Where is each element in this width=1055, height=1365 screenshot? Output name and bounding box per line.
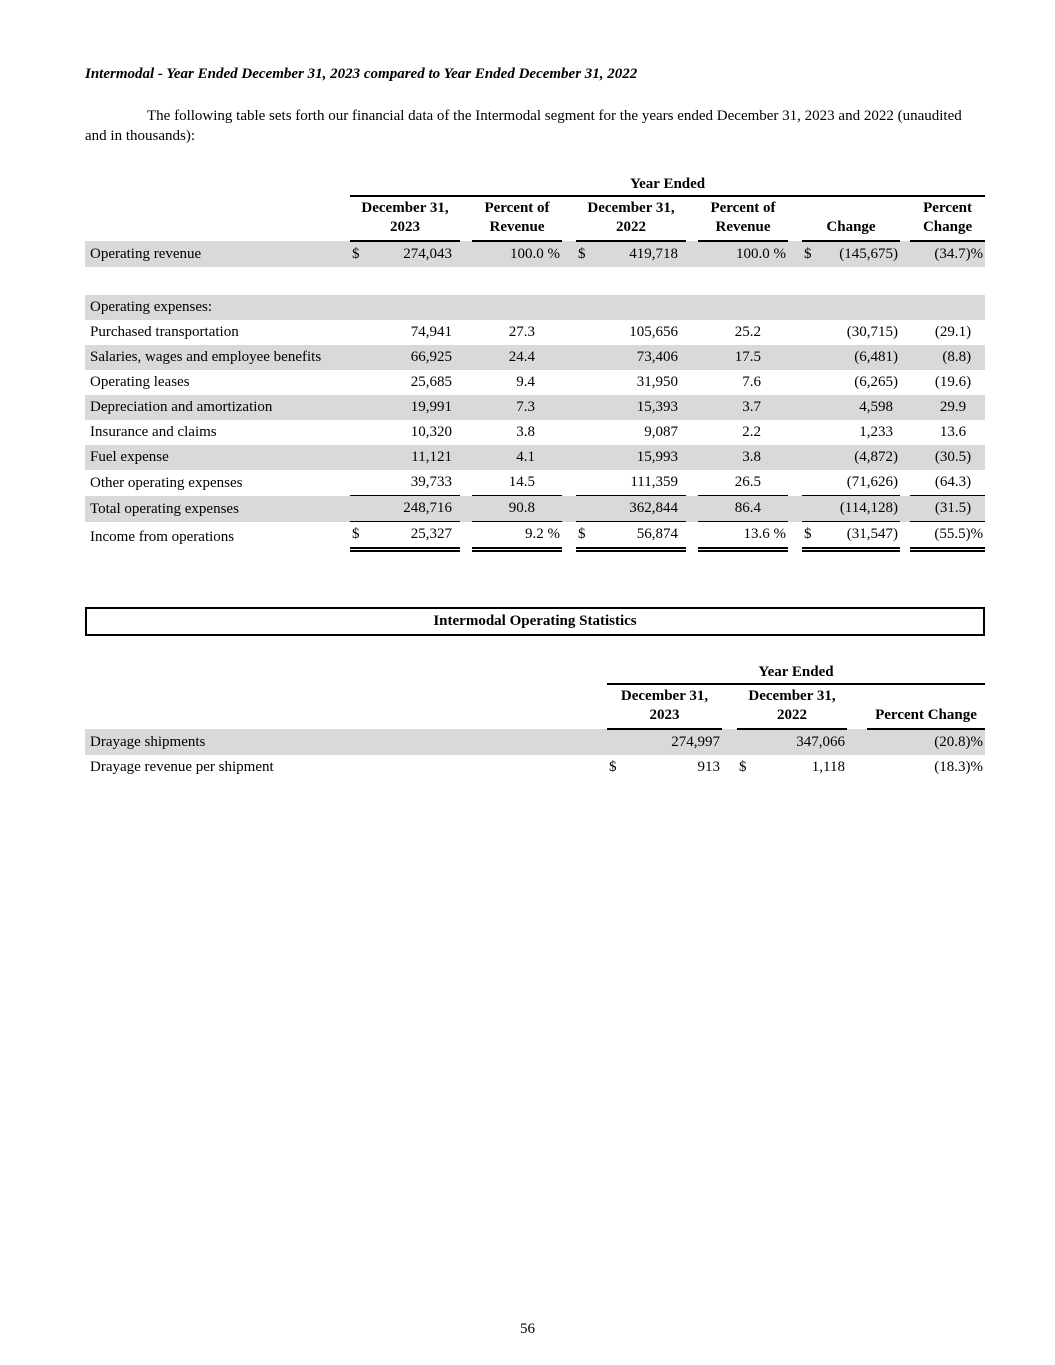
amount-2022: 111,359 [598,470,686,496]
row-label: Income from operations [90,528,235,545]
pct-revenue-2023: 3.8 [516,424,535,440]
pct-revenue-2022: 3.7 [698,395,788,420]
pct-revenue-2022: 25.2 [734,324,761,340]
currency-symbol: $ [802,241,824,267]
amount-2022: 15,993 [598,445,686,470]
row-label: Purchased transportation [90,324,239,340]
stats-box-title: Intermodal Operating Statistics [85,607,985,636]
table-column-header-row [85,684,985,729]
pct-revenue-2022: 3.8 [698,445,788,470]
row-label: Other operating expenses [90,474,243,491]
pct-revenue-2022: 86.4 [698,496,788,522]
pct-revenue-2022: 17.5 [698,345,788,370]
intro-paragraph: The following table sets forth our financial data of the Intermodal segment for the years ended December 31, 2023 and 2022 (unaudited and in thousands): [85,108,962,144]
pct-revenue-2022: 2.2 [742,424,761,440]
table-row [85,522,985,550]
col-header-pct-revenue-2023: Percent of Revenue [472,196,562,241]
row-label: Total operating expenses [85,496,350,522]
amount-2023: 66,925 [372,345,460,370]
pct-revenue-2023: 4.1 [472,445,562,470]
amount-2023: 11,121 [372,445,460,470]
table-row [85,370,985,395]
change-amount: (114,128) [824,496,900,522]
percent-change: 29.9 [910,395,985,420]
change-amount: (71,626) [824,470,900,496]
percent-change: 13.6 [939,424,967,440]
percent-change: (64.3) [910,470,985,496]
table-row [85,445,985,470]
col-header-dec-2023: December 31, 2023 [607,684,722,729]
change-amount: (31,547) [824,522,900,550]
percent-change: (8.8) [910,345,985,370]
currency-symbol: $ [350,241,372,267]
percent-change: (19.6) [934,374,972,390]
percent-change: (29.1) [934,324,972,340]
percent-change: (55.5)% [910,522,985,550]
amount-2023: 10,320 [410,424,452,440]
table-column-header-row [85,196,985,241]
currency-symbol: $ [739,759,747,775]
amount-2022: 9,087 [644,424,678,440]
table-row [85,295,985,320]
row-label: Drayage revenue per shipment [90,759,274,775]
page-number: 56 [520,1321,535,1337]
percent-change: (34.7)% [910,241,985,267]
table-row [85,395,985,420]
row-label: Operating revenue [85,241,350,267]
currency-symbol: $ [609,759,617,775]
amount-2022: 362,844 [598,496,686,522]
amount-2023: 25,327 [372,522,460,550]
amount-2022: 31,950 [636,374,678,390]
value-2023: 913 [697,759,720,775]
table-row [85,320,985,345]
row-label: Salaries, wages and employee benefits [85,345,350,370]
amount-2023: 25,685 [410,374,452,390]
amount-2023: 274,043 [372,241,460,267]
col-header-dec-2023: December 31, 2023 [350,196,460,241]
percent-change: (30.5) [910,445,985,470]
pct-revenue-2022: 7.6 [742,374,761,390]
value-2022: 347,066 [757,729,847,755]
value-2022: 1,118 [811,759,845,775]
spacer-row [85,267,985,295]
col-header-change: Change [802,196,900,241]
financial-table [85,172,985,552]
row-label: Insurance and claims [90,424,217,440]
currency-symbol: $ [802,522,824,550]
percent-change: (18.3)% [934,759,984,775]
percent-change: (31.5) [910,496,985,522]
currency-symbol: $ [576,241,598,267]
change-amount: (30,715) [846,324,898,340]
table-span-header-row [85,172,985,196]
amount-2022: 419,718 [598,241,686,267]
change-amount: (6,265) [854,374,898,390]
change-amount: (6,481) [824,345,900,370]
value-2023: 274,997 [627,729,722,755]
col-header-pct-revenue-2022: Percent of Revenue [698,196,788,241]
currency-symbol: $ [350,522,372,550]
change-amount: (145,675) [824,241,900,267]
section-title: Intermodal - Year Ended December 31, 2023 compared to Year Ended December 31, 2022 [85,66,638,82]
pct-revenue-2022: 13.6 % [698,522,788,550]
percent-change: (20.8)% [867,729,985,755]
table-row [85,496,985,522]
currency-symbol: $ [576,522,598,550]
table-row [85,470,985,496]
pct-revenue-2023: 90.8 [472,496,562,522]
table-row [85,729,985,755]
row-label: Drayage shipments [85,729,607,755]
table-row [85,241,985,267]
year-ended-header: Year Ended [607,660,985,684]
amount-2023: 248,716 [372,496,460,522]
pct-revenue-2023: 24.4 [472,345,562,370]
row-label: Fuel expense [85,445,350,470]
change-amount: 4,598 [824,395,900,420]
operating-statistics-table [85,660,985,780]
col-header-percent-change: Percent Change [867,684,985,729]
year-ended-header: Year Ended [350,172,985,196]
row-label: Operating leases [90,374,190,390]
pct-revenue-2022: 100.0 % [698,241,788,267]
pct-revenue-2022: 26.5 [698,470,788,496]
pct-revenue-2023: 100.0 % [472,241,562,267]
amount-2022: 56,874 [598,522,686,550]
amount-2022: 15,393 [598,395,686,420]
pct-revenue-2023: 9.2 % [472,522,562,550]
pct-revenue-2023: 7.3 [472,395,562,420]
amount-2022: 73,406 [598,345,686,370]
change-amount: 1,233 [859,424,893,440]
col-header-dec-2022: December 31, 2022 [576,196,686,241]
pct-revenue-2023: 27.3 [508,324,535,340]
pct-revenue-2023: 14.5 [472,470,562,496]
amount-2023: 74,941 [410,324,452,340]
amount-2022: 105,656 [629,324,678,340]
table-row [85,755,985,780]
table-span-header-row [85,660,985,684]
row-label: Operating expenses: [85,295,985,320]
col-header-dec-2022: December 31, 2022 [737,684,847,729]
col-header-percent-change: Percent Change [910,196,985,241]
amount-2023: 19,991 [372,395,460,420]
amount-2023: 39,733 [372,470,460,496]
pct-revenue-2023: 9.4 [516,374,535,390]
row-label: Depreciation and amortization [85,395,350,420]
table-row [85,345,985,370]
change-amount: (4,872) [824,445,900,470]
table-row [85,420,985,445]
